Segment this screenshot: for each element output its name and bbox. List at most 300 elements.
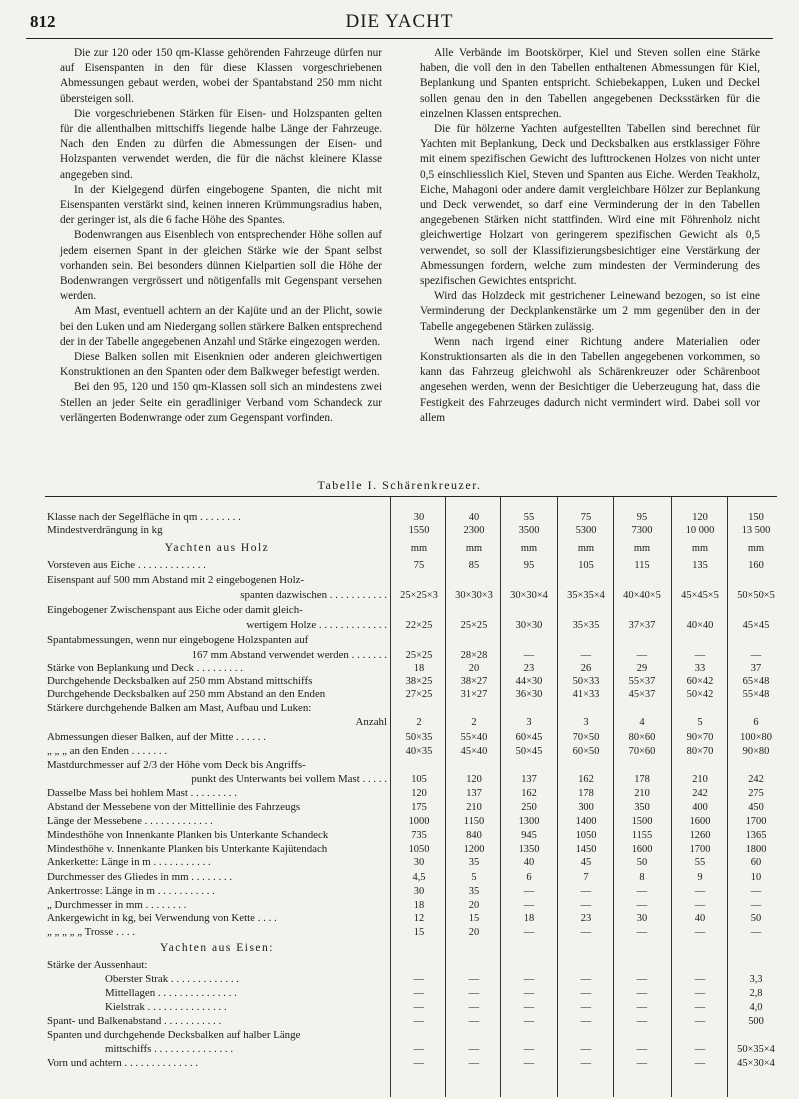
- table-row: [45, 758, 777, 773]
- table-cell: 945: [521, 830, 537, 841]
- table-cell: —: [468, 1058, 480, 1069]
- table-cell: 135: [692, 560, 708, 571]
- table-row: [45, 772, 777, 787]
- table-row: [45, 573, 777, 588]
- row-label: 167 mm Abstand verwendet werden . . . . . . .: [191, 649, 387, 661]
- table-cell: 4,5: [412, 872, 426, 883]
- table-cell: 70×50: [572, 732, 600, 743]
- table-cell: 50×33: [572, 676, 600, 687]
- paragraph: Am Mast, eventuell achtern an der Kajüte und an der Plicht, sowie bei den Luken und am Niedergang sollen stärkere Balken entsprechend der in der Tabelle angegebenen Anzahl und Stärke eingezogen werden.: [60, 305, 382, 348]
- row-label: „ „ „ an den Enden . . . . . . .: [47, 745, 168, 757]
- table-cell: 30: [413, 512, 425, 523]
- table-cell: 35×35: [572, 620, 600, 631]
- table-cell: 80×60: [628, 732, 656, 743]
- row-label: Stärke von Beplankung und Deck . . . . . . . . .: [47, 662, 243, 674]
- table-row: [45, 744, 777, 759]
- table-cell: mm: [520, 543, 538, 554]
- row-label: Vorn und achtern . . . . . . . . . . . . . .: [47, 1057, 199, 1069]
- table-cell: —: [636, 886, 648, 897]
- table-cell: —: [523, 886, 535, 897]
- table-row: [45, 911, 777, 926]
- paragraph: Diese Balken sollen mit Eisenknien oder anderen gleichwertigen Konstruktionen an den Spanten oder dem Balkweger befestigt werden.: [60, 351, 382, 379]
- table-cell: 36×30: [515, 689, 543, 700]
- table-cell: —: [694, 1016, 706, 1027]
- table-cell: 1050: [575, 830, 597, 841]
- table-section-heading: [45, 541, 777, 556]
- table-cell: 55×48: [742, 689, 770, 700]
- table-cell: 12: [413, 913, 425, 924]
- table-cell: 15: [413, 927, 425, 938]
- table-cell: 1600: [631, 844, 653, 855]
- table-cell: 30: [413, 886, 425, 897]
- page-number: 812: [30, 12, 56, 31]
- table-cell: 1150: [463, 816, 485, 827]
- table-cell: 210: [692, 774, 708, 785]
- table-cell: —: [694, 650, 706, 661]
- table-cell: —: [523, 1002, 535, 1013]
- table-cell: —: [636, 650, 648, 661]
- table-cell: 6: [526, 872, 532, 883]
- table-cell: 175: [411, 802, 427, 813]
- table-cell: 1600: [689, 816, 711, 827]
- table-cell: 115: [634, 560, 650, 571]
- table-row: [45, 633, 777, 648]
- table-cell: —: [523, 974, 535, 985]
- table-cell: 9: [697, 872, 703, 883]
- table-cell: —: [413, 1002, 425, 1013]
- row-label: mittschiffs . . . . . . . . . . . . . . .: [105, 1043, 234, 1055]
- table-cell: 4,0: [749, 1002, 763, 1013]
- table-cell: 23: [580, 913, 592, 924]
- table-row: [45, 701, 777, 716]
- table-cell: —: [636, 927, 648, 938]
- table-cell: 840: [466, 830, 482, 841]
- table-cell: 1800: [745, 844, 767, 855]
- table-cell: —: [750, 900, 762, 911]
- table-row: [45, 603, 777, 618]
- table-cell: 35×35×4: [567, 590, 605, 601]
- table-cell: 55×37: [628, 676, 656, 687]
- table-cell: —: [636, 1044, 648, 1055]
- table-cell: 2,8: [749, 988, 763, 999]
- table-cell: 105: [578, 560, 594, 571]
- table-row: [45, 958, 777, 973]
- table-cell: 22×25: [405, 620, 433, 631]
- table-cell: 20: [468, 900, 480, 911]
- table-cell: mm: [577, 543, 595, 554]
- table-cell: 50: [636, 857, 648, 868]
- table-cell: 20: [468, 663, 480, 674]
- table-cell: 37: [750, 663, 762, 674]
- table-cell: 2300: [463, 525, 485, 536]
- table-cell: 44×30: [515, 676, 543, 687]
- table-cell: 28×28: [460, 650, 488, 661]
- row-label: Ankergewicht in kg, bei Verwendung von Kette . . . .: [47, 912, 277, 924]
- row-label: Mindesthöhe v. Innenkante Planken bis Unterkante Kajütendach: [47, 843, 328, 855]
- table-row: [45, 1014, 777, 1029]
- table-cell: 26: [580, 663, 592, 674]
- table-cell: —: [636, 974, 648, 985]
- table-cell: 15: [468, 913, 480, 924]
- row-label: Spantabmessungen, wenn nur eingebogene Holzspanten auf: [47, 634, 309, 646]
- table-cell: 50×42: [686, 689, 714, 700]
- table-cell: 3500: [518, 525, 540, 536]
- table-cell: —: [580, 1016, 592, 1027]
- table-cell: 60×50: [572, 746, 600, 757]
- row-label: Mindesthöhe von Innenkante Planken bis Unterkante Schandeck: [47, 829, 329, 841]
- table-cell: 90×70: [686, 732, 714, 743]
- table-cell: 23: [523, 663, 535, 674]
- table-cell: 5300: [575, 525, 597, 536]
- table-cell: —: [413, 988, 425, 999]
- table-cell: 3: [526, 717, 532, 728]
- table-cell: 37×37: [628, 620, 656, 631]
- table-cell: —: [580, 988, 592, 999]
- row-label: Stärkere durchgehende Balken am Mast, Aufbau und Luken:: [47, 702, 312, 714]
- table-cell: —: [636, 900, 648, 911]
- table-cell: —: [468, 1044, 480, 1055]
- table-cell: 29: [636, 663, 648, 674]
- table-cell: 90×80: [742, 746, 770, 757]
- table-cell: —: [750, 650, 762, 661]
- table-cell: 35: [468, 857, 480, 868]
- table-cell: —: [413, 1016, 425, 1027]
- table-cell: 40×35: [405, 746, 433, 757]
- table-cell: 1400: [575, 816, 597, 827]
- table-cell: 7: [583, 872, 589, 883]
- row-label: Durchgehende Decksbalken auf 250 mm Abstand mittschiffs: [47, 675, 313, 687]
- table-cell: —: [636, 1058, 648, 1069]
- table-cell: 30×30×4: [510, 590, 548, 601]
- table-cell: 275: [748, 788, 764, 799]
- table-cell: —: [694, 886, 706, 897]
- paragraph: Bodenwrangen aus Eisenblech von entsprechender Höhe sollen auf jedem eisernen Spant in der gleichen Stärke wie der Spant selbst vorhanden sein. Bei besonders dünnen Kielpartien soll die Höhe der Bodenwrangen vergrössert und nötigenfalls mit Gegenspant versehen werden.: [60, 229, 382, 303]
- table-cell: —: [468, 1002, 480, 1013]
- table-cell: 400: [692, 802, 708, 813]
- table-cell: 45×37: [628, 689, 656, 700]
- row-label: Spant- und Balkenabstand . . . . . . . . . . .: [47, 1015, 222, 1027]
- table-cell: mm: [691, 543, 709, 554]
- table-cell: 1260: [689, 830, 711, 841]
- table-cell: mm: [465, 543, 483, 554]
- row-label: Länge der Messebene . . . . . . . . . . . . .: [47, 815, 213, 827]
- table-cell: 95: [523, 560, 535, 571]
- table-cell: 10: [750, 872, 762, 883]
- table-cell: —: [580, 1002, 592, 1013]
- table-cell: —: [636, 1016, 648, 1027]
- table-cell: 33: [694, 663, 706, 674]
- table-cell: —: [523, 900, 535, 911]
- table-cell: —: [694, 1058, 706, 1069]
- table-cell: 31×27: [460, 689, 488, 700]
- row-label: Stärke der Aussenhaut:: [47, 959, 148, 971]
- table-cell: 242: [692, 788, 708, 799]
- paragraph: Wird das Holzdeck mit gestrichener Leinewand bezogen, so ist eine Verminderung der Deckplankenstärke um 2 mm gegenüber den in der Tabelle angegebenen Stärken zulässig.: [420, 290, 760, 333]
- table-cell: 1365: [745, 830, 767, 841]
- table-cell: —: [694, 1044, 706, 1055]
- table-cell: 1500: [631, 816, 653, 827]
- paragraph: In der Kielgegend dürfen eingebogene Spanten, die nicht mit Eisenspanten verstärkt sind, keinen inneren Krümmungsradius haben, der geringer ist, als die 6 fache Höhe des Spantes.: [60, 183, 382, 227]
- paragraph: Die zur 120 oder 150 qm-Klasse gehörenden Fahrzeuge dürfen nur auf Eisenspanten in den für diese Klassen vorgeschriebenen Abmessungen gebaut werden, wobei der Spantabstand 250 mm nicht übersteigen soll.: [60, 47, 382, 105]
- table-cell: —: [694, 1002, 706, 1013]
- table-row: [45, 828, 777, 843]
- table-section-heading: [45, 941, 777, 956]
- table-cell: 3: [583, 717, 589, 728]
- table-cell: 3,3: [749, 974, 763, 985]
- table-cell: —: [523, 650, 535, 661]
- table-cell: 1000: [408, 816, 430, 827]
- table-cell: 18: [523, 913, 535, 924]
- table-cell: —: [694, 900, 706, 911]
- table-cell: —: [468, 974, 480, 985]
- table-cell: 250: [521, 802, 537, 813]
- table-cell: 18: [413, 663, 425, 674]
- table-cell: —: [694, 988, 706, 999]
- table-cell: 45: [580, 857, 592, 868]
- table-cell: 75: [580, 512, 592, 523]
- table-cell: 1550: [408, 525, 430, 536]
- table-cell: 45×30×4: [737, 1058, 775, 1069]
- table-cell: —: [413, 974, 425, 985]
- table-cell: 150: [748, 512, 764, 523]
- table-cell: 40×40×5: [623, 590, 661, 601]
- table-cell: 50×50×5: [737, 590, 775, 601]
- table-cell: 6: [753, 717, 759, 728]
- table-cell: 160: [748, 560, 764, 571]
- table-row: [45, 715, 777, 730]
- table-cell: 2: [416, 717, 422, 728]
- table-caption: Tabelle I. Schärenkreuzer.: [317, 478, 482, 492]
- table-cell: 137: [521, 774, 537, 785]
- table-cell: 50: [750, 913, 762, 924]
- row-label: Eisenspant auf 500 mm Abstand mit 2 eingebogenen Holz-: [47, 574, 305, 586]
- table-cell: 1350: [518, 844, 540, 855]
- table-row: [45, 986, 777, 1001]
- table-cell: 50×45: [515, 746, 543, 757]
- table-cell: 30: [636, 913, 648, 924]
- table-row: [45, 588, 777, 603]
- row-label: Eingebogener Zwischenspant aus Eiche oder damit gleich-: [47, 604, 303, 616]
- table-cell: 38×25: [405, 676, 433, 687]
- row-label: Vorsteven aus Eiche . . . . . . . . . . . . .: [47, 559, 206, 571]
- table-cell: 75: [413, 560, 425, 571]
- table-row: [45, 558, 777, 573]
- table-cell: 13 500: [741, 525, 771, 536]
- table-cell: —: [636, 1002, 648, 1013]
- table-row: [45, 814, 777, 829]
- table-cell: 120: [692, 512, 708, 523]
- row-label: Dasselbe Mass bei hohlem Mast . . . . . . . . .: [47, 787, 237, 799]
- table-cell: —: [523, 927, 535, 938]
- table-cell: 40×40: [686, 620, 714, 631]
- table-cell: 1700: [689, 844, 711, 855]
- table-cell: 70×60: [628, 746, 656, 757]
- table-cell: 735: [411, 830, 427, 841]
- table-row: [45, 972, 777, 987]
- row-label: Abstand der Messebene von der Mittellinie des Fahrzeugs: [47, 801, 301, 813]
- table-cell: 35: [468, 886, 480, 897]
- table-cell: 162: [521, 788, 537, 799]
- table-row: [45, 1000, 777, 1015]
- table-cell: 30×30: [515, 620, 543, 631]
- table-cell: —: [580, 927, 592, 938]
- row-label: Klasse nach der Segelfläche in qm . . . . . . . .: [47, 511, 241, 523]
- table-cell: 50×35×4: [737, 1044, 775, 1055]
- table-cell: 38×27: [460, 676, 488, 687]
- table-cell: 500: [748, 1016, 764, 1027]
- table-cell: 7300: [631, 525, 653, 536]
- table-cell: 1050: [408, 844, 430, 855]
- table-cell: 85: [468, 560, 480, 571]
- table-row: [45, 618, 777, 633]
- table-cell: 55×40: [460, 732, 488, 743]
- row-label: Yachten aus Eisen:: [160, 942, 274, 954]
- table-cell: —: [580, 1058, 592, 1069]
- table-cell: 242: [748, 774, 764, 785]
- table-cell: 210: [634, 788, 650, 799]
- table-cell: 210: [466, 802, 482, 813]
- table-row: [45, 786, 777, 801]
- row-label: spanten dazwischen . . . . . . . . . . .: [240, 589, 387, 601]
- running-title: DIE YACHT: [345, 11, 454, 32]
- row-label: Yachten aus Holz: [164, 542, 270, 554]
- row-label: Mastdurchmesser auf 2/3 der Höhe vom Deck bis Angriffs-: [47, 759, 306, 771]
- table-row: [45, 884, 777, 899]
- row-label: Durchgehende Decksbalken auf 250 mm Abstand an den Enden: [47, 688, 326, 700]
- table-cell: —: [468, 1016, 480, 1027]
- table-cell: —: [580, 650, 592, 661]
- table-cell: 1700: [745, 816, 767, 827]
- header-rule: [26, 38, 773, 39]
- table-cell: 41×33: [572, 689, 600, 700]
- row-label: Oberster Strak . . . . . . . . . . . . .: [105, 973, 239, 985]
- table-row: [45, 870, 777, 885]
- table-cell: 18: [413, 900, 425, 911]
- table-cell: 45×40: [460, 746, 488, 757]
- table-cell: 1155: [631, 830, 653, 841]
- table-cell: —: [523, 1058, 535, 1069]
- table-cell: 300: [578, 802, 594, 813]
- table-cell: 10 000: [685, 525, 715, 536]
- table-cell: 450: [748, 802, 764, 813]
- table-cell: —: [580, 974, 592, 985]
- table-row: [45, 855, 777, 870]
- table-cell: 1300: [518, 816, 540, 827]
- table-cell: 350: [634, 802, 650, 813]
- table-cell: 60×42: [686, 676, 714, 687]
- row-label: „ „ „ „ „ Trosse . . . .: [47, 926, 136, 938]
- row-label: Kielstrak . . . . . . . . . . . . . . .: [105, 1001, 227, 1013]
- table-row: [45, 925, 777, 940]
- table-cell: 50×35: [405, 732, 433, 743]
- row-label: Ankerkette: Länge in m . . . . . . . . . . .: [47, 856, 211, 868]
- paragraph: Die für hölzerne Yachten aufgestellten Tabellen sind berechnet für Yachten mit Beplankung, Deck und Decksbalken aus erstklassiger Föhre mit einem spezifischen Gewicht des lufttrockenen Holzes von nicht unter 0,5 einschliesslich Kiel, Steven und Spanten aus Eiche. Werden Teakholz, Eiche, Mahagoni oder andere damit vergleichbare Hölzer zur Beplankung und Deck verwendet, so darf eine Verminderung der in den Tabellen angegebenen Stärken nicht stattfinden. Wird eine mit Föhrenholz nicht gleichwertige Holzart von geringerem spezifischen Gewicht als 0,5 verwendet, so soll der Klassifizierungsbesichtiger eine Verstärkung der Abmessungen fordern, welche zum mindesten der Verminderung des spezifischen Gewichtes entspricht.: [420, 123, 760, 288]
- table-cell: 5: [697, 717, 703, 728]
- table-row: [45, 730, 777, 745]
- specification-table: [45, 496, 777, 1097]
- table-cell: 20: [468, 927, 480, 938]
- paragraph: Alle Verbände im Bootskörper, Kiel und Steven sollen eine Stärke haben, die voll den in den Tabellen enthaltenen Abmessungen für Kiel, Beplankung und Spanten entspricht. Schiebekappen, Luken und Deckel sollen genau den in den Tabellen angegebenen Decksstärken für die einzelnen Klassen entsprechen.: [420, 47, 760, 120]
- paragraph: Wenn nach irgend einer Richtung andere Materialien oder Konstruktionsarten als die in den Tabellen angegebenen vorkommen, so kann das Fahrzeug gleichwohl als Schärenkreuzer oder Schärenboot angesehen werden, wenn der Besichtiger die Ueberzeugung hat, dass die Festigkeit des Fahrzeuges dadurch nicht vermindert wird. Dabei soll vor allem: [420, 335, 760, 424]
- table-cell: 45×45: [742, 620, 770, 631]
- table-cell: mm: [410, 543, 428, 554]
- table-cell: mm: [747, 543, 765, 554]
- table-cell: —: [523, 988, 535, 999]
- table-cell: 25×25: [405, 650, 433, 661]
- table-row: [45, 1042, 777, 1057]
- table-cell: —: [750, 886, 762, 897]
- table-row: [45, 1028, 777, 1043]
- row-label: Anzahl: [355, 716, 387, 728]
- table-cell: 120: [411, 788, 427, 799]
- table-cell: 100×80: [740, 732, 772, 743]
- row-label: Ankertrosse: Länge in m . . . . . . . . . . .: [47, 885, 215, 897]
- table-cell: 80×70: [686, 746, 714, 757]
- row-label: „ Durchmesser in mm . . . . . . . .: [47, 899, 187, 911]
- table-cell: 40: [468, 512, 480, 523]
- row-label: Spanten und durchgehende Decksbalken auf halber Länge: [47, 1029, 301, 1041]
- table-cell: 40: [694, 913, 706, 924]
- table-cell: 30×30×3: [455, 590, 493, 601]
- table-row: [45, 687, 777, 702]
- table-cell: 178: [634, 774, 650, 785]
- table-cell: 25×25×3: [400, 590, 438, 601]
- table-cell: 60×45: [515, 732, 543, 743]
- table-row: [45, 1056, 777, 1071]
- paragraph: Die vorgeschriebenen Stärken für Eisen- und Holzspanten gelten für die allenthalben mittschiffs liegende halbe Länge der Fahrzeuge. Nach den Enden zu dürfen die Abmessungen der Eisen- und Holzspanten verwendet werden, die für die nächst kleinere Klasse angegeben sind.: [60, 107, 382, 181]
- table-cell: —: [750, 927, 762, 938]
- table-cell: 1450: [575, 844, 597, 855]
- table-cell: 30: [413, 857, 425, 868]
- table-cell: 55: [694, 857, 706, 868]
- table-row: [45, 800, 777, 815]
- table-cell: 120: [466, 774, 482, 785]
- table-cell: —: [523, 1044, 535, 1055]
- row-label: wertigem Holze . . . . . . . . . . . . .: [246, 619, 387, 631]
- table-cell: 55: [523, 512, 535, 523]
- table-cell: 8: [639, 872, 645, 883]
- table-cell: —: [694, 974, 706, 985]
- table-cell: 162: [578, 774, 594, 785]
- table-cell: —: [523, 1016, 535, 1027]
- table-cell: 178: [578, 788, 594, 799]
- table-cell: —: [580, 1044, 592, 1055]
- table-cell: —: [413, 1058, 425, 1069]
- paragraph: Bei den 95, 120 und 150 qm-Klassen soll sich an mindestens zwei Stellen an jeder Seite ein geradliniger Verband vom Schandeck zur verlängerten Bodenwrange oder zum Gegenspant vorfinden.: [60, 381, 382, 424]
- table-cell: 105: [411, 774, 427, 785]
- table-cell: 65×48: [742, 676, 770, 687]
- table-cell: 27×25: [405, 689, 433, 700]
- table-cell: —: [580, 886, 592, 897]
- table-cell: 2: [471, 717, 477, 728]
- table-cell: 1200: [463, 844, 485, 855]
- table-row: [45, 523, 777, 538]
- right-text-column: [420, 46, 760, 426]
- table-cell: 5: [471, 872, 477, 883]
- row-label: Mindestverdrängung in kg: [47, 524, 163, 536]
- table-cell: —: [413, 1044, 425, 1055]
- row-label: punkt des Unterwants bei vollem Mast . . . . .: [191, 773, 387, 785]
- table-cell: —: [636, 988, 648, 999]
- table-cell: 25×25: [460, 620, 488, 631]
- table-cell: 95: [636, 512, 648, 523]
- row-label: Durchmesser des Gliedes in mm . . . . . . . .: [47, 871, 233, 883]
- table-cell: 137: [466, 788, 482, 799]
- table-cell: mm: [633, 543, 651, 554]
- table-cell: —: [694, 927, 706, 938]
- table-cell: —: [468, 988, 480, 999]
- table-cell: 4: [639, 717, 645, 728]
